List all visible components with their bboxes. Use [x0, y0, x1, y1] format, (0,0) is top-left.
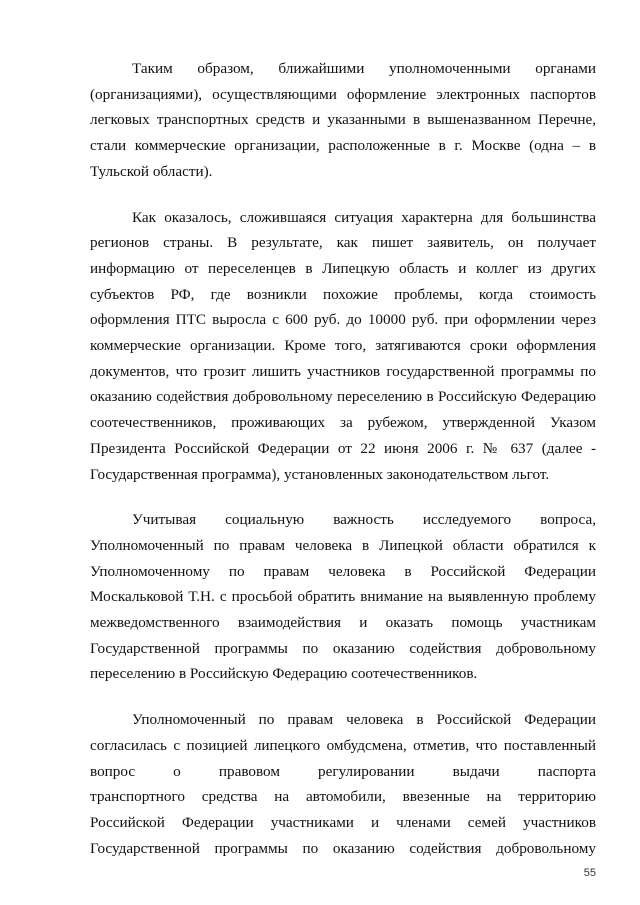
text-line: межведомственного взаимодействия и оказать помощь участникам [90, 614, 596, 632]
paragraph-4 [90, 707, 596, 861]
text-line: коммерческие организации. Кроме того, затягиваются сроки оформления [90, 337, 596, 355]
text-line: согласилась с позицией липецкого омбудсмена, отметив, что поставленный [90, 736, 596, 754]
page-body [90, 56, 596, 881]
text-line: оказанию содействия добровольному переселению в Российскую Федерацию [90, 388, 596, 406]
paragraph-1 [90, 56, 596, 185]
text-line: Государственной программы по оказанию содействия добровольному [90, 839, 596, 857]
text-line: стали коммерческие организации, расположенные в г. Москве (одна – в [90, 137, 596, 155]
text-line: Учитывая социальную важность исследуемого вопроса, [132, 511, 596, 529]
text-line: легковых транспортных средств и указанными в вышеназванном Перечне, [90, 111, 596, 129]
text-line: Уполномоченный по правам человека в Российской Федерации [132, 711, 596, 729]
text-line: Государственной программы по оказанию содействия добровольному [90, 639, 596, 657]
text-line: Москальковой Т.Н. с просьбой обратить внимание на выявленную проблему [90, 588, 596, 606]
text-line: Государственная программа), установленных законодательством льгот. [90, 465, 550, 483]
paragraph-2 [90, 205, 596, 488]
text-line: Таким образом, ближайшими уполномоченными органами [132, 60, 596, 77]
text-line: оформления ПТС выросла с 600 руб. до 10000 руб. при оформлении через [90, 311, 596, 329]
text-line: документов, что грозит лишить участников государственной программы по [90, 362, 596, 380]
text-line: Уполномоченному по правам человека в Российской Федерации [90, 562, 596, 580]
text-line: транспортного средства на автомобили, ввезенные на территорию [90, 788, 596, 806]
text-line: Президента Российской Федерации от 22 июня 2006 г. № 637 (далее - [90, 439, 596, 457]
text-line: Уполномоченный по правам человека в Липецкой области обратился к [90, 536, 596, 554]
text-line: соотечественников, проживающих за рубежом, утвержденной Указом [90, 414, 596, 432]
text-line: переселению в Российскую Федерацию соотечественников. [90, 665, 478, 683]
text-line: Российской Федерации участниками и членами семей участников [90, 813, 596, 831]
text-line: информацию от переселенцев в Липецкую область и коллег из других [90, 259, 596, 277]
page-number: 55 [583, 867, 596, 879]
text-line: регионов страны. В результате, как пишет заявитель, он получает [90, 234, 596, 252]
text-line: Тульской области). [90, 162, 213, 180]
text-line: вопрос о правовом регулировании выдачи паспорта [90, 762, 596, 780]
paragraph-3 [90, 507, 596, 687]
text-line: Как оказалось, сложившаяся ситуация характерна для большинства [132, 208, 596, 226]
text-line: субъектов РФ, где возникли похожие проблемы, когда стоимость [90, 285, 596, 303]
text-line: (организациями), осуществляющими оформление электронных паспортов [90, 85, 596, 103]
